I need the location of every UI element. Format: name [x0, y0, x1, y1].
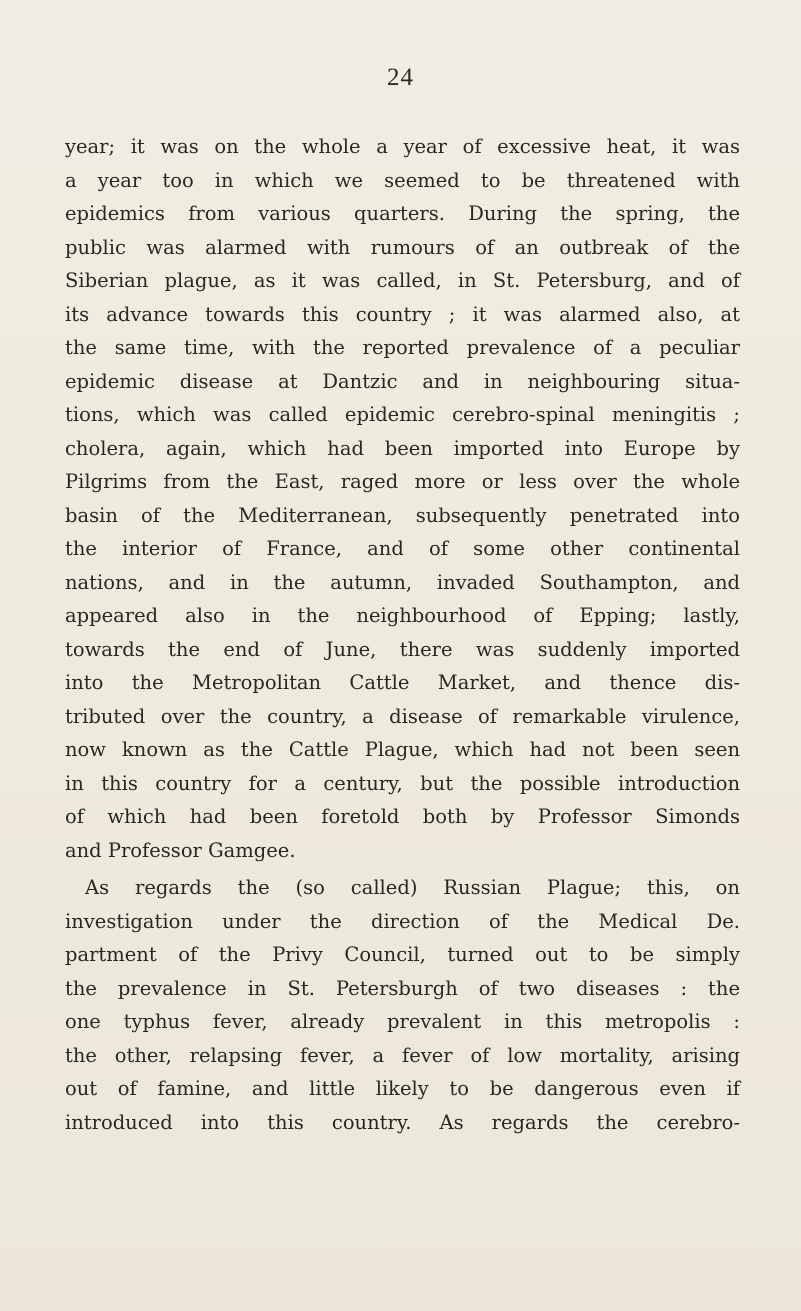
- text-line: As regards the (so called) Russian Plague; this, on: [85, 876, 740, 899]
- text-line: the interior of France, and of some other continental: [65, 537, 740, 560]
- text-line: out of famine, and little likely to be dangerous even if: [65, 1077, 740, 1100]
- text-line: public was alarmed with rumours of an outbreak of the: [65, 235, 740, 259]
- text-line: Siberian plague, as it was called, in St. Petersburg, and of: [65, 269, 740, 292]
- text-line: the other, relapsing fever, a fever of low mortality, arising: [65, 1043, 740, 1067]
- page-number: 24: [387, 64, 414, 91]
- text-line: introduced into this country. As regards the cerebro-: [65, 1110, 740, 1134]
- text-line: and Professor Gamgee.: [65, 838, 296, 862]
- text-line: year; it was on the whole a year of excessive heat, it was: [65, 135, 740, 158]
- text-line: a year too in which we seemed to be threatened with: [65, 168, 740, 192]
- text-line: investigation under the direction of the Medical De.: [65, 909, 740, 933]
- text-line: cholera, again, which had been imported into Europe by: [65, 436, 740, 460]
- text-line: tributed over the country, a disease of remarkable virulence,: [65, 704, 740, 728]
- text-line: basin of the Mediterranean, subsequently penetrated into: [65, 503, 740, 527]
- body-text: [65, 130, 740, 1139]
- text-line: towards the end of June, there was suddenly imported: [65, 637, 740, 661]
- text-line: the prevalence in St. Petersburgh of two diseases : the: [65, 976, 740, 1000]
- text-line: one typhus fever, already prevalent in this metropolis :: [65, 1010, 740, 1033]
- text-line: in this country for a century, but the possible introduction: [65, 771, 740, 795]
- text-line: of which had been foretold both by Professor Simonds: [65, 805, 740, 828]
- text-line: into the Metropolitan Cattle Market, and thence dis-: [65, 671, 740, 694]
- text-line: now known as the Cattle Plague, which had not been seen: [65, 738, 740, 761]
- text-line: its advance towards this country ; it was alarmed also, at: [65, 302, 740, 326]
- paragraph: [65, 130, 740, 867]
- paragraph: [65, 871, 740, 1139]
- text-line: tions, which was called epidemic cerebro-spinal meningitis ;: [65, 403, 740, 426]
- text-line: epidemics from various quarters. During the spring, the: [65, 202, 740, 225]
- text-line: epidemic disease at Dantzic and in neighbouring situa-: [65, 369, 740, 393]
- text-line: nations, and in the autumn, invaded Southampton, and: [65, 570, 740, 594]
- text-line: appeared also in the neighbourhood of Epping; lastly,: [65, 604, 740, 627]
- text-line: Pilgrims from the East, raged more or less over the whole: [65, 470, 740, 493]
- text-line: the same time, with the reported prevalence of a peculiar: [65, 336, 740, 359]
- text-line: partment of the Privy Council, turned out to be simply: [65, 943, 740, 966]
